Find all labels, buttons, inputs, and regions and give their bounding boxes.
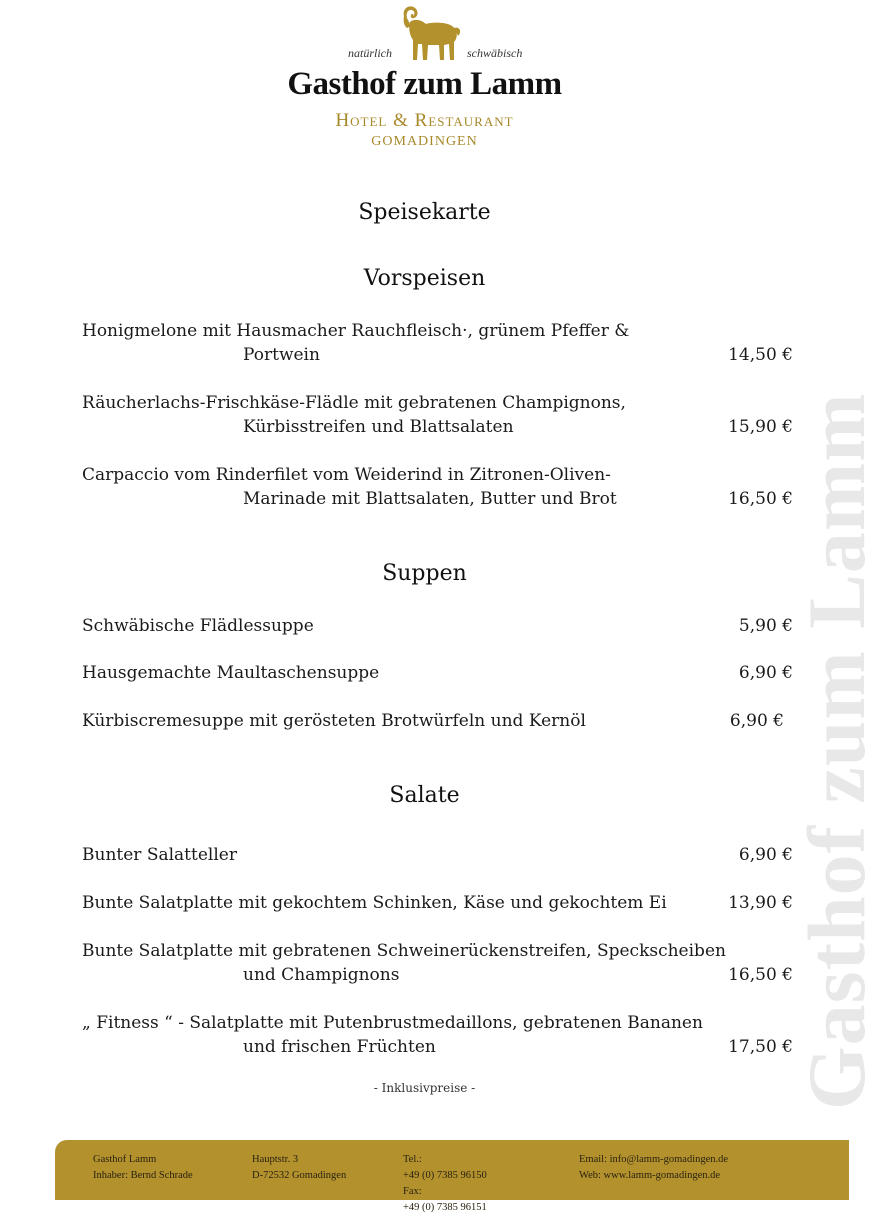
menu-item bbox=[82, 463, 617, 511]
menu-item-description: Bunte Salatplatte mit gebratenen Schweinerückenstreifen, Speckscheiben bbox=[82, 941, 726, 961]
footer-fax-label: Fax: bbox=[403, 1186, 422, 1197]
tagline-right: schwäbisch bbox=[467, 46, 523, 60]
menu-item bbox=[82, 319, 629, 367]
footer-street: Hauptstr. 3 bbox=[252, 1154, 299, 1165]
price-note: - Inklusivpreise - bbox=[373, 1081, 476, 1095]
menu-item-description-cont: Portwein bbox=[243, 345, 320, 365]
menu-item bbox=[82, 709, 586, 733]
menu-item-description: „ Fitness “ - Salatplatte mit Putenbrustmedaillons, gebratenen Bananen bbox=[82, 1013, 703, 1033]
menu-item-description: Bunter Salatteller bbox=[82, 845, 237, 865]
brand-name: Gasthof zum Lamm bbox=[287, 66, 562, 102]
section-title-salate: Salate bbox=[389, 783, 460, 808]
menu-item-description: Bunte Salatplatte mit gekochtem Schinken, Käse und gekochtem Ei bbox=[82, 893, 667, 913]
menu-item-description-cont: und frischen Früchten bbox=[243, 1037, 436, 1057]
menu-item-price: 13,90 € bbox=[728, 893, 793, 913]
menu-item-price: 17,50 € bbox=[728, 1037, 793, 1057]
brand-city: GOMADINGEN bbox=[371, 134, 478, 149]
footer-tel[interactable]: +49 (0) 7385 96150 bbox=[403, 1170, 487, 1181]
footer-address bbox=[252, 1152, 346, 1184]
menu-item-description: Kürbiscremesuppe mit gerösteten Brotwürfeln und Kernöl bbox=[82, 711, 586, 731]
menu-item-description-cont: Kürbisstreifen und Blattsalaten bbox=[243, 417, 514, 437]
menu-item bbox=[82, 1011, 703, 1059]
menu-title: Speisekarte bbox=[358, 200, 491, 225]
footer-tel-label: Tel.: bbox=[403, 1154, 422, 1165]
footer-company bbox=[93, 1152, 193, 1184]
footer-web-link[interactable]: Web: www.lamm-gomadingen.de bbox=[579, 1170, 721, 1181]
menu-item-price: 5,90 € bbox=[738, 616, 793, 636]
menu-item-price: 6,90 € bbox=[738, 845, 793, 865]
menu-item-price: 15,90 € bbox=[728, 417, 793, 437]
menu-item-description: Schwäbische Flädlessuppe bbox=[82, 616, 314, 636]
watermark: Gasthof zum Lamm bbox=[791, 392, 882, 1110]
footer-contact bbox=[579, 1152, 728, 1184]
footer-name: Gasthof Lamm bbox=[93, 1154, 157, 1165]
menu-item bbox=[82, 843, 237, 867]
menu-item-description-cont: und Champignons bbox=[243, 965, 400, 985]
ram-icon bbox=[398, 2, 464, 64]
menu-item-price: 16,50 € bbox=[728, 489, 793, 509]
menu-item bbox=[82, 614, 314, 638]
menu-item-description: Hausgemachte Maultaschensuppe bbox=[82, 663, 380, 683]
menu-item bbox=[82, 661, 379, 685]
menu-item-description: Carpaccio vom Rinderfilet vom Weiderind in Zitronen-Oliven- bbox=[82, 465, 611, 485]
brand-subtitle: Hotel & Restaurant bbox=[335, 110, 514, 131]
footer-bar bbox=[55, 1140, 849, 1213]
section-title-suppen: Suppen bbox=[382, 561, 467, 586]
footer-fax: +49 (0) 7385 96151 bbox=[403, 1202, 487, 1213]
menu-item-description-cont: Marinade mit Blattsalaten, Butter und Brot bbox=[243, 489, 617, 509]
menu-item bbox=[82, 891, 667, 915]
footer-email-link[interactable]: Email: info@lamm-gomadingen.de bbox=[579, 1154, 729, 1165]
footer-owner: Inhaber: Bernd Schrade bbox=[93, 1170, 193, 1181]
menu-item bbox=[82, 939, 726, 987]
footer-phone bbox=[403, 1152, 487, 1216]
menu-item-description: Räucherlachs-Frischkäse-Flädle mit gebratenen Champignons, bbox=[82, 393, 626, 413]
menu-item-price: 16,50 € bbox=[728, 965, 793, 985]
tagline-left: natürlich bbox=[348, 46, 392, 60]
menu-item bbox=[82, 391, 626, 439]
footer-zip-city: D-72532 Gomadingen bbox=[252, 1170, 347, 1181]
menu-item-price: 6,90 € bbox=[738, 663, 793, 683]
menu-item-description: Honigmelone mit Hausmacher Rauchfleisch·, grünem Pfeffer & bbox=[82, 321, 630, 341]
menu-item-price: 14,50 € bbox=[728, 345, 793, 365]
section-title-vorspeisen: Vorspeisen bbox=[363, 266, 486, 291]
menu-item-price: 6,90 € bbox=[729, 711, 784, 731]
